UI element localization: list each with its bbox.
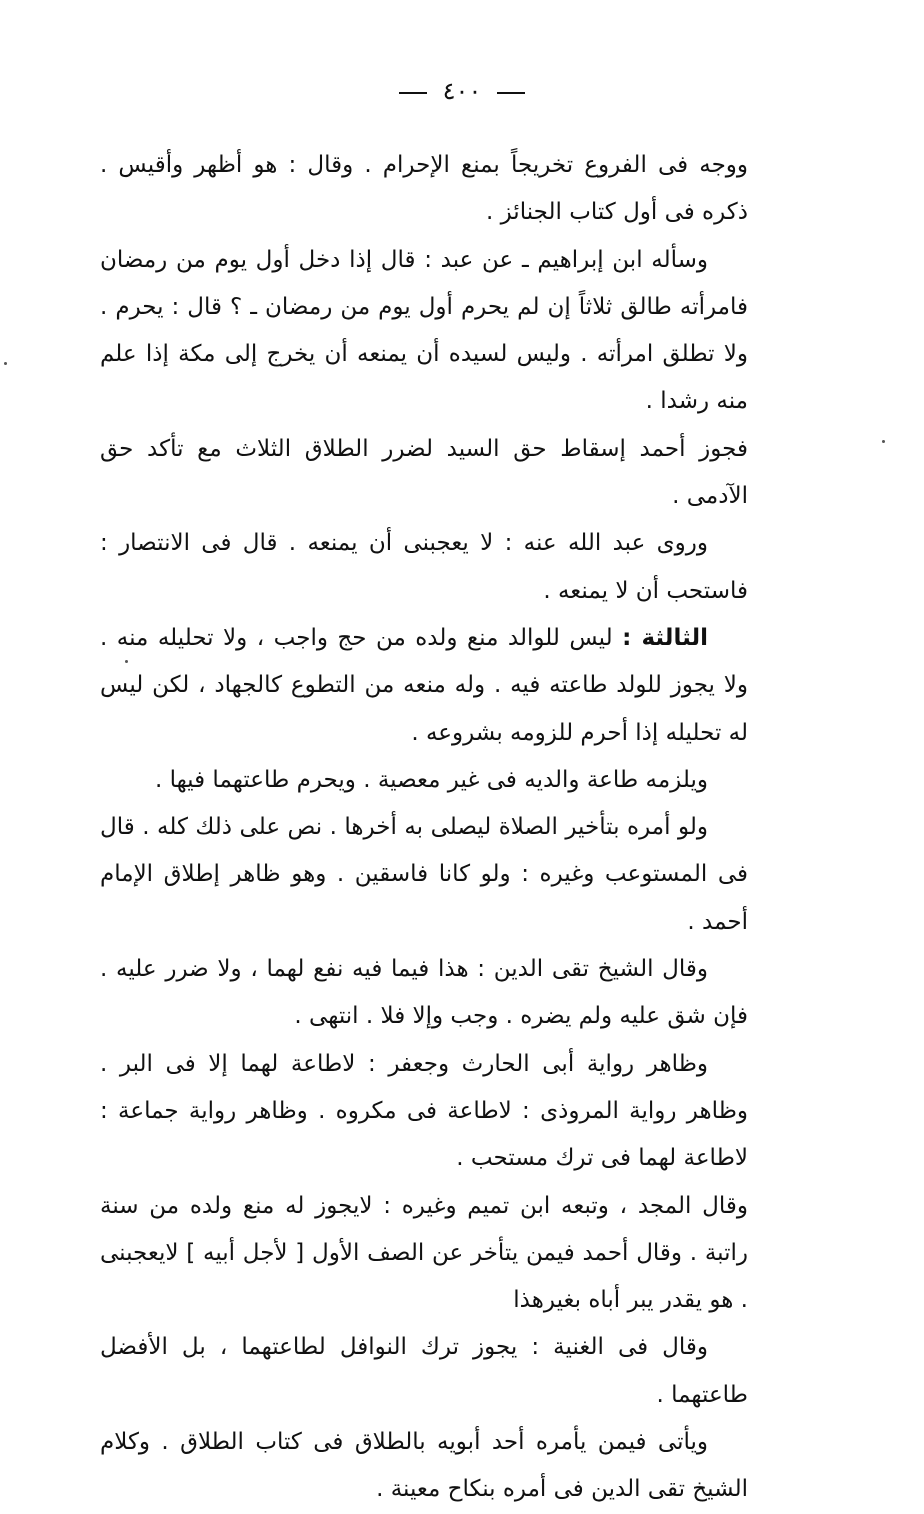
scan-speck (125, 660, 128, 663)
page-header (0, 76, 924, 106)
paragraph-third (100, 615, 748, 757)
paragraph-12: ويأتى فيمن يأمره أحد أبويه بالطلاق فى كتاب الطلاق . وكلام الشيخ تقى الدين فى أمره بنكاح معينة . (100, 1429, 748, 1503)
scan-speck (882, 440, 885, 443)
paragraph-10: وقال المجد ، وتبعه ابن تميم وغيره : لايجوز له منع ولده من سنة راتبة . وقال أحمد فيمن يتأخر عن الصف الأول [ لأجل أبيه ] لايعجبنى . هو يقدر يبر أباه بغيرهذا (100, 1192, 748, 1314)
paragraph-9: وظاهر رواية أبى الحارث وجعفر : لاطاعة لهما إلا فى البر . وظاهر رواية المروذى : لاطاعة فى مكروه . وظاهر رواية جماعة : لاطاعة لهما فى ترك مستحب . (100, 1050, 748, 1172)
paragraph-7: ولو أمره بتأخير الصلاة ليصلى به أخرها . نص على ذلك كله . قال فى المستوعب وغيره : ولو كانا فاسقين . وهو ظاهر إطلاق الإمام أحمد . (100, 814, 748, 935)
paragraph-3: فجوز أحمد إسقاط حق السيد لضرر الطلاق الثلاث مع تأكد حق الآدمى . (100, 435, 748, 510)
body-text (100, 142, 748, 1514)
page-number: ٤٠٠ (442, 77, 482, 105)
scan-speck (4, 362, 7, 365)
header-dash-right (497, 92, 525, 94)
paragraph-11: وقال فى الغنية : يجوز ترك النوافل لطاعتهما ، بل الأفضل طاعتهما . (100, 1334, 748, 1408)
paragraph-4: وروى عبد الله عنه : لا يعجبنى أن يمنعه . قال فى الانتصار : فاستحب أن لا يمنعه . (100, 530, 748, 604)
section-heading-third: الثالثة : (622, 624, 708, 651)
paragraph-1: ووجه فى الفروع تخريجاً بمنع الإحرام . وقال : هو أظهر وأقيس . ذكره فى أول كتاب الجنائز . (100, 152, 748, 226)
header-dash-left (399, 92, 427, 94)
paragraph-third-text: ليس للوالد منع ولده من حج واجب ، ولا تحليله منه . ولا يجوز للولد طاعته فيه . وله منعه من التطوع كالجهاد ، لكن ليس له تحليله إذا أحرم للزومه بشروعه . (100, 624, 748, 746)
paragraph-6: ويلزمه طاعة والديه فى غير معصية . ويحرم طاعتهما فيها . (154, 766, 708, 793)
paragraph-8: وقال الشيخ تقى الدين : هذا فيما فيه نفع لهما ، ولا ضرر عليه . فإن شق عليه ولم يضره . وجب وإلا فلا . انتهى . (100, 956, 748, 1030)
paragraph-2: وسأله ابن إبراهيم ـ عن عبد : قال إذا دخل أول يوم من رمضان فامرأته طالق ثلاثاً إن لم يحرم أول يوم من رمضان ـ ؟ قال : يحرم . ولا تطلق امرأته . وليس لسيده أن يمنعه أن يخرج إلى مكة إذا علم منه رشدا . (100, 246, 748, 415)
